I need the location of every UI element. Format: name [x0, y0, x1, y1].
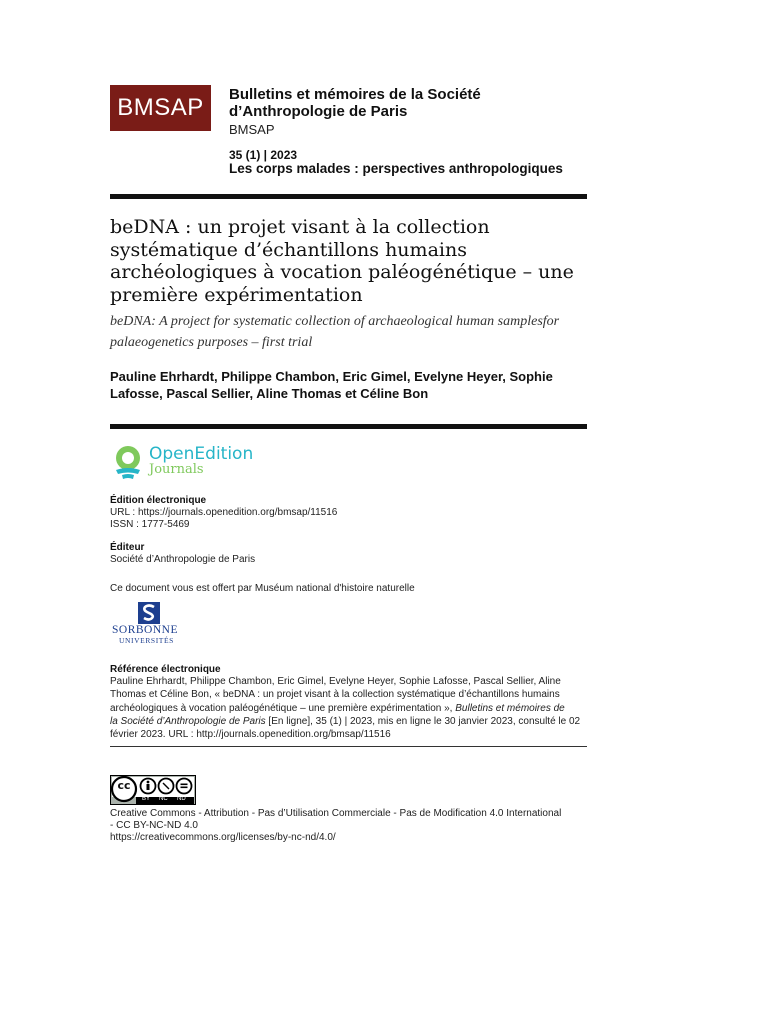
article-title: [110, 216, 580, 306]
reference-line2: Thomas et Céline Bon, « beDNA : un projet visant à la collection systématique d’échantillons humains: [110, 689, 560, 701]
license-url[interactable]: https://creativecommons.org/licenses/by-nc-nd/4.0/: [110, 832, 336, 843]
article-subtitle: [110, 311, 580, 353]
edition-label: Édition électronique: [110, 495, 207, 506]
article-subtitle-line2: palaeogenetics purposes – first trial: [110, 335, 313, 350]
article-title-line: systématique d’échantillons humains: [110, 238, 467, 261]
cc-badge-nc: NC: [159, 796, 168, 802]
reference-line4-italic: la Société d’Anthropologie de Paris: [110, 715, 266, 727]
reference-line4: [110, 715, 587, 728]
article-title-line: archéologiques à vocation paléogénétique – une: [110, 261, 574, 283]
sorbonne-line2: UNIVERSITÉS: [119, 636, 174, 645]
cc-badge-nd: ND: [177, 796, 186, 802]
article-title-line: beDNA : un projet visant à la collection: [110, 216, 490, 238]
offered-by: Ce document vous est offert par Muséum national d'histoire naturelle: [110, 583, 415, 594]
divider-bottom: [110, 746, 587, 747]
reference-text: [110, 675, 587, 741]
authors-line1: Pauline Ehrhardt, Philippe Chambon, Eric Gimel, Evelyne Heyer, Sophie: [110, 369, 553, 384]
reference-line3: [110, 702, 587, 715]
edition-url[interactable]: URL : https://journals.openedition.org/bmsap/11516: [110, 507, 338, 518]
publisher-name: Société d’Anthropologie de Paris: [110, 554, 256, 565]
license-line1: Creative Commons - Attribution - Pas d’Utilisation Commerciale - Pas de Modification 4.0 International: [110, 808, 562, 819]
journal-abbrev: BMSAP: [229, 122, 275, 137]
reference-line4-plain: [En ligne], 35 (1) | 2023, mis en ligne le 30 janvier 2023, consulté le 02: [265, 715, 581, 727]
reference-line3-plain: archéologiques à vocation paléogénétique – une première expérimentation »,: [110, 702, 456, 714]
journal-title-line2: d’Anthropologie de Paris: [229, 103, 408, 120]
bmsap-logo: [110, 85, 211, 131]
sorbonne-line1: SORBONNE: [112, 624, 178, 636]
openedition-journals: Journals: [149, 462, 204, 477]
publisher-label: Éditeur: [110, 542, 145, 553]
edition-issn: ISSN : 1777-5469: [110, 519, 190, 530]
issue-theme: Les corps malades : perspectives anthropologiques: [229, 161, 563, 176]
license-text: [110, 808, 590, 844]
cc-badge-by: BY: [142, 796, 151, 802]
license-line2: - CC BY-NC-ND 4.0: [110, 820, 198, 831]
issue-number: 35 (1) | 2023: [229, 148, 298, 162]
openedition-flower-icon: [110, 444, 146, 482]
reference-label: Référence électronique: [110, 664, 221, 675]
sorbonne-s-icon: [138, 602, 160, 624]
divider-middle: [110, 424, 587, 429]
reference-line5[interactable]: février 2023. URL : http://journals.openedition.org/bmsap/11516: [110, 729, 391, 741]
journal-title: [229, 86, 569, 120]
article-subtitle-line1: beDNA: A project for systematic collection of archaeological human samplesfor: [110, 314, 560, 329]
reference-line3-italic: Bulletins et mémoires de: [455, 702, 565, 714]
authors-line2: Lafosse, Pascal Sellier, Aline Thomas et Céline Bon: [110, 386, 429, 401]
reference-line1: Pauline Ehrhardt, Philippe Chambon, Eric Gimel, Evelyne Heyer, Sophie Lafosse, Pascal Sellier, Aline: [110, 676, 561, 687]
article-title-line: première expérimentation: [110, 283, 363, 306]
authors: [110, 368, 580, 402]
journal-title-line1: Bulletins et mémoires de la Société: [229, 86, 481, 103]
bmsap-logo-text: BMSAP: [117, 94, 204, 121]
openedition-name: OpenEdition: [149, 444, 254, 464]
divider-top: [110, 194, 587, 199]
cc-badge-text: cc: [117, 779, 131, 792]
